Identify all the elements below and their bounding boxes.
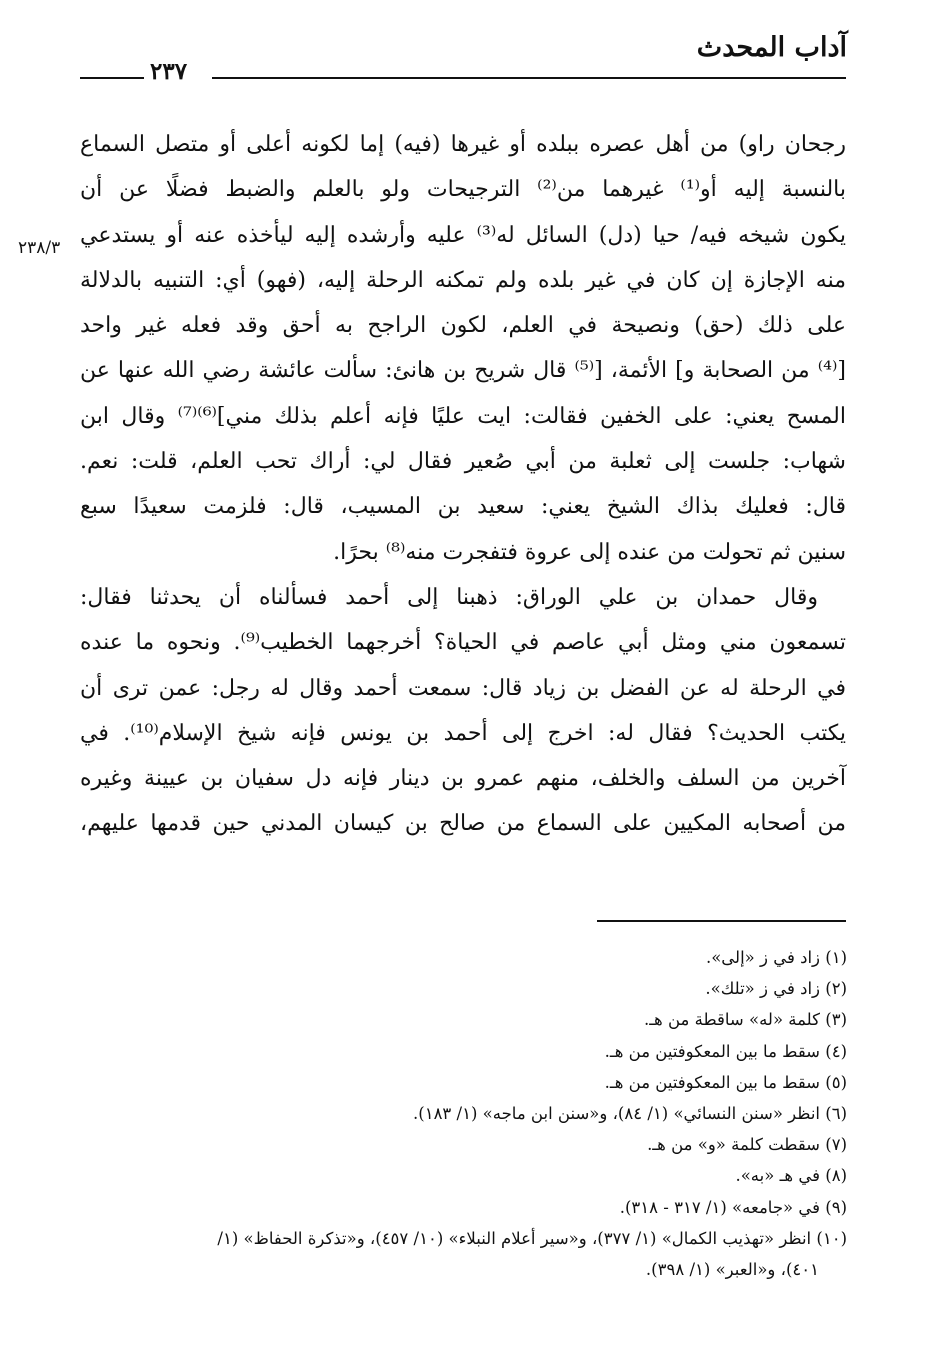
text-line: سنين ثم تحولت من عنده إلى عروة فتفجرت منه⁽⁸⁾ بحرًا.	[333, 539, 846, 565]
text-line: يكتب الحديث؟ فقال له: اخرج إلى أحمد بن يونس فإنه شيخ الإسلام⁽¹⁰⁾. في	[80, 720, 846, 746]
footnotes	[67, 942, 847, 1285]
footnote: (٣) كلمة «له» ساقطة من هـ.	[643, 1010, 847, 1030]
text-line: يكون شيخه فيه/ حيا (دل) السائل له⁽³⁾ عليه وأرشده إليه ليأخذه عنه أو يستدعي	[80, 222, 847, 248]
header-rule-left	[80, 77, 144, 79]
footnote: (٥) سقط ما بين المعكوفتين من هـ.	[604, 1072, 847, 1092]
text-line: بالنسبة إليه أو⁽¹⁾ غيرهما من⁽²⁾ الترجيحات ولو بالعلم والضبط فضلًا عن أن	[80, 177, 846, 203]
text-line: منه الإجازة إن كان في غير بلده ولم تمكنه الرحلة إليه، (فهو) أي: التنبيه بالدلالة	[80, 267, 847, 293]
footnote: (١) زاد في ز «إلى».	[705, 948, 847, 967]
footnote: (١٠) انظر «تهذيب الكمال» (١/ ٣٧٧)، و«سير أعلام النبلاء» (١٠/ ٤٥٧)، و«تذكرة الحفاظ» (١/	[217, 1228, 847, 1248]
text-line: شهاب: جلست إلى ثعلبة من أبي صُعير فقال لي: أراك تحب العلم، قلت: نعم.	[80, 449, 846, 475]
text-line: على ذلك (حق) ونصيحة في العلم، لكون الراجح به أحق وقد فعله غير واحد	[80, 313, 846, 339]
text-line: [⁽⁴⁾ من الصحابة و] الأئمة، [⁽⁵⁾ قال شريح بن هانئ: سألت عائشة رضي الله عنها عن	[80, 358, 846, 384]
margin-page-reference: ٢٣٨/٣	[18, 238, 61, 258]
text-line: المسح يعني: على الخفين فقالت: ايت عليًا فإنه أعلم بذلك مني]⁽⁶⁾⁽⁷⁾ وقال ابن	[80, 403, 846, 429]
main-text	[80, 122, 846, 847]
footnote-separator	[597, 920, 846, 922]
text-line: في الرحلة له عن الفضل بن زياد قال: سمعت أحمد وقال له رجل: عمن ترى أن	[80, 675, 847, 701]
footnote: (٧) سقطت كلمة «و» من هـ.	[647, 1135, 847, 1155]
footnote: (٢) زاد في ز «تلك».	[705, 979, 847, 999]
footnote: (٤) سقط ما بين المعكوفتين من هـ.	[604, 1041, 847, 1061]
text-line: آخرين من السلف والخلف، منهم عمرو بن دينار فإنه دل سفيان بن عيينة وغيره	[80, 766, 846, 792]
text-line: من أصحابه المكيين على السماع من صالح بن كيسان المدني حين قدمها عليهم،	[80, 811, 846, 837]
text-line: قال: فعليك بذاك الشيخ يعني: سعيد بن المسيب، قال: فلزمت سعيدًا سبع	[80, 494, 846, 520]
text-line: وقال حمدان بن علي الوراق: ذهبنا إلى أحمد فسألناه أن يحدثنا فقال:	[80, 584, 818, 610]
header-rule-right	[212, 77, 846, 79]
text-line: رجحان راو) من أهل عصره ببلده أو غيرها (فيه) إما لكونه أعلى أو متصل السماع	[80, 132, 846, 157]
footnote: (٦) انظر «سنن النسائي» (١/ ٨٤)، و«سنن ابن ماجه» (١/ ١٨٣).	[413, 1103, 847, 1123]
footnote-continuation: ٤٠١)، و«العبر» (١/ ٣٩٨).	[645, 1259, 819, 1279]
footnote: (٩) في «جامعه» (١/ ٣١٧ - ٣١٨).	[619, 1197, 847, 1217]
page-number: ٢٣٧	[150, 58, 188, 85]
running-title: آداب المحدث	[696, 32, 847, 63]
text-line: تسمعون مني ومثل أبي عاصم في الحياة؟ أخرجهما الخطيب⁽⁹⁾. ونحوه ما عنده	[80, 630, 846, 656]
footnote: (٨) في هـ «به».	[735, 1166, 847, 1186]
